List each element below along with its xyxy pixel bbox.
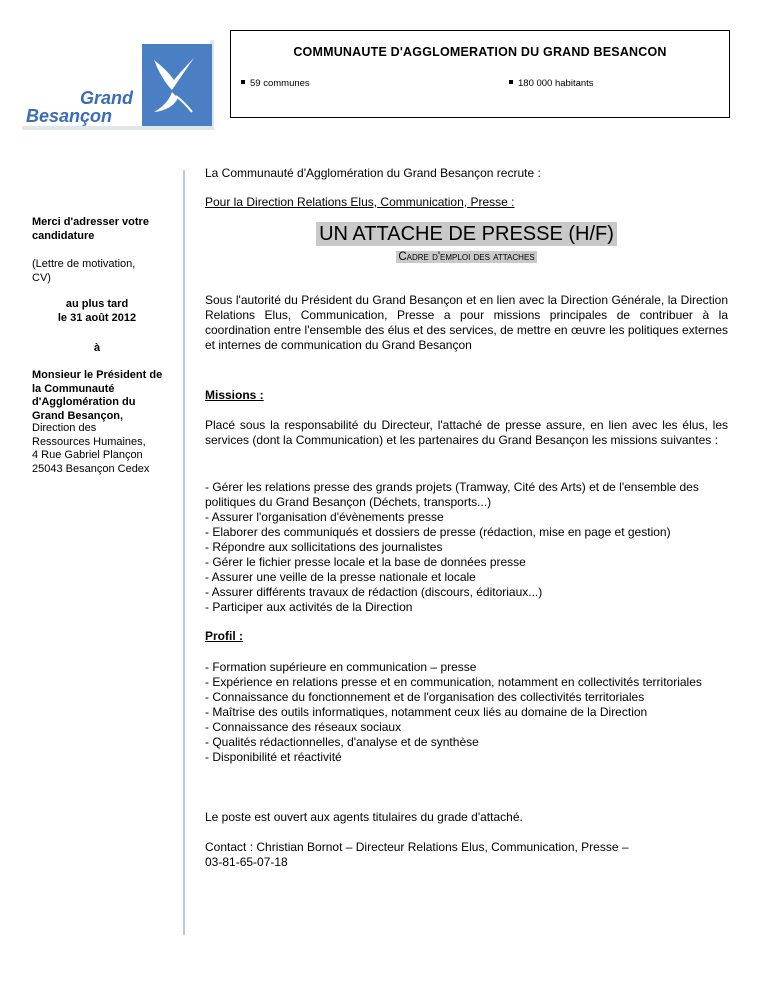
job-title: UN ATTACHE DE PRESSE (H/F) [316, 222, 617, 246]
address-line: 4 Rue Gabriel Plançon [32, 449, 143, 461]
list-item: - Participer aux activités de la Direction [205, 600, 413, 614]
contact-line: Contact : Christian Bornot – Directeur Relations Elus, Communication, Presse – [205, 840, 629, 854]
header-box [230, 30, 730, 118]
list-item: - Connaissance des réseaux sociaux [205, 720, 402, 734]
list-item: - Qualités rédactionnelles, d'analyse et de synthèse [205, 735, 479, 749]
profil-list [205, 660, 728, 765]
sidebar-deadline-1: au plus tard [65, 298, 129, 310]
square-bullet-icon [509, 80, 513, 84]
profil-heading: Profil : [205, 629, 243, 643]
habitants-bullet [509, 78, 594, 89]
list-item: - Gérer les relations presse des grands projets (Tramway, Cité des Arts) et de l'ensemble des politiques du Grand Besançon (Déchets, transports...) [205, 480, 699, 509]
list-item: - Répondre aux sollicitations des journalistes [205, 540, 443, 554]
intro-text: La Communauté d'Agglomération du Grand Besançon recrute : [205, 166, 541, 180]
grand-besancon-logo [22, 40, 217, 132]
list-item: - Expérience en relations presse et en communication, notamment en collectivités territoriales [205, 675, 702, 689]
communes-bullet [241, 78, 310, 89]
list-item: - Formation supérieure en communication – presse [205, 660, 477, 674]
vertical-divider [183, 170, 185, 935]
contact-block [205, 840, 728, 870]
poste-text: Le poste est ouvert aux agents titulaires du grade d'attaché. [205, 810, 523, 824]
header-title: COMMUNAUTE D'AGGLOMERATION DU GRAND BESANCON [293, 45, 667, 59]
logo-grand-text: Grand [80, 88, 134, 108]
address-line: Direction des [32, 422, 97, 434]
sidebar-deadline-2: le 31 août 2012 [57, 312, 137, 324]
list-item: - Maîtrise des outils informatiques, notamment ceux liés au domaine de la Direction [205, 705, 648, 719]
sidebar-merci: Merci d'adresser votre candidature [32, 216, 149, 242]
list-item: - Assurer une veille de la presse nationale et locale [205, 570, 476, 584]
list-item: - Gérer le fichier presse locale et la base de données presse [205, 555, 526, 569]
job-subtitle: Cadre d'emploi des attaches [398, 251, 535, 263]
direction-text: Pour la Direction Relations Elus, Communication, Presse : [205, 195, 515, 209]
missions-list [205, 480, 728, 615]
sidebar-a: à [93, 342, 101, 354]
list-item: - Assurer différents travaux de rédaction (discours, éditoriaux...) [205, 585, 543, 599]
square-bullet-icon [241, 80, 245, 84]
list-item: - Elaborer des communiqués et dossiers de presse (rédaction, mise en page et gestion) [205, 525, 671, 539]
list-item: - Connaissance du fonctionnement et de l'organisation des collectivités territoriales [205, 690, 645, 704]
address-line: 25043 Besançon Cedex [32, 462, 150, 475]
list-item: - Disponibilité et réactivité [205, 750, 342, 764]
sidebar-address [32, 422, 177, 476]
logo-besancon-text: Besançon [26, 106, 113, 126]
communes-text: 59 communes [250, 78, 310, 89]
sidebar-lettre: (Lettre de motivation, CV) [32, 258, 136, 284]
address-line: Ressources Humaines, [32, 435, 146, 448]
missions-intro: Placé sous la responsabilité du Directeur, l'attaché de presse assure, en lien avec les élus, les services (dont la Communication) et les partenaires du Grand Besançon les missions suivantes : [205, 418, 728, 447]
list-item: - Assurer l'organisation d'évènements presse [205, 510, 444, 524]
sidebar-president: Monsieur le Président de la Communauté d'Agglomération du Grand Besançon, [32, 369, 163, 422]
description-text: Sous l'autorité du Président du Grand Besançon et en lien avec la Direction Générale, la Direction Relations Elus, Communication, Presse a pour missions principales de contribuer à la coordination entre l'ensemble des élus et des services, de mettre en œuvre les politiques externes et internes de communication du Grand Besançon [205, 293, 728, 352]
habitants-text: 180 000 habitants [518, 78, 594, 89]
contact-phone: 03-81-65-07-18 [205, 855, 288, 869]
missions-heading: Missions : [205, 388, 264, 402]
